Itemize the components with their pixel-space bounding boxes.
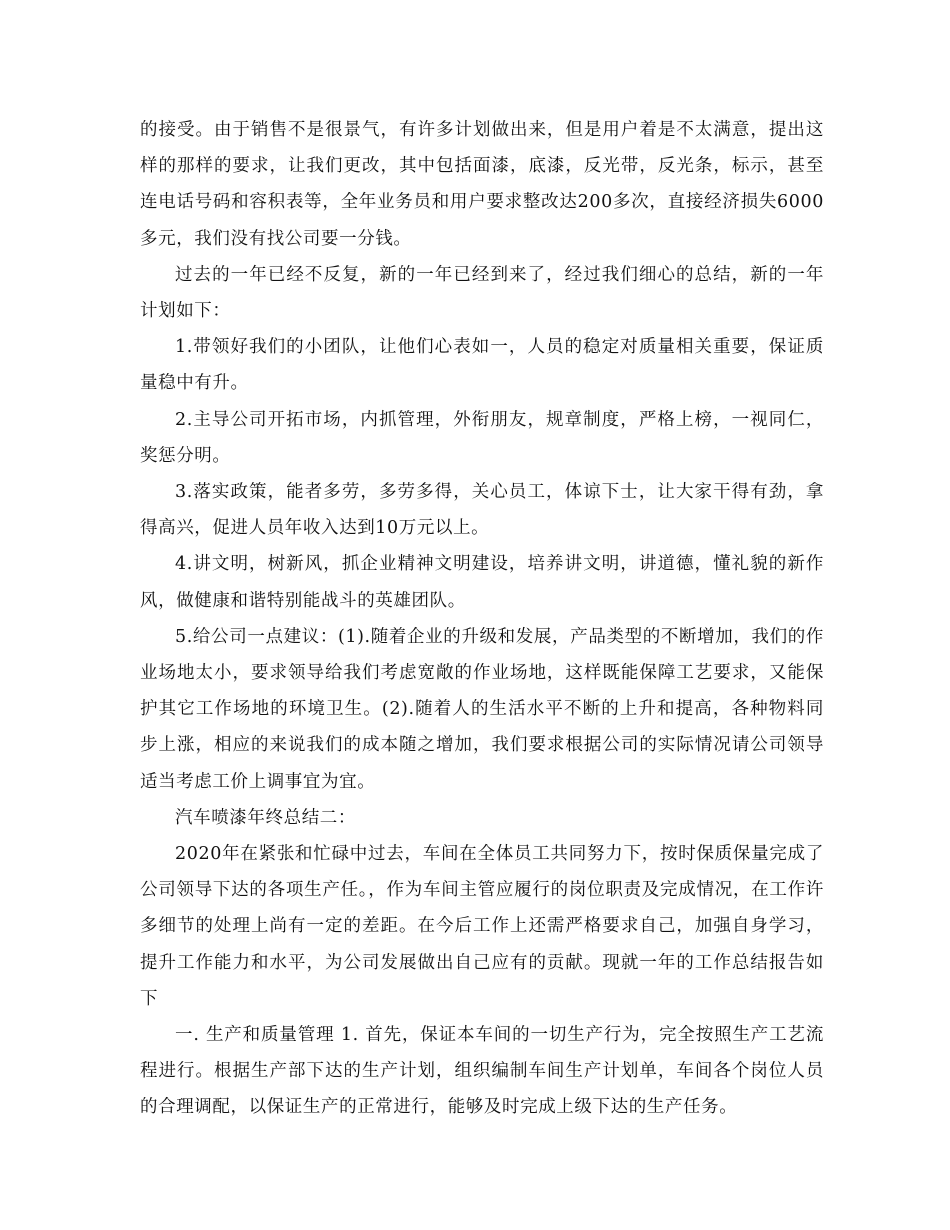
paragraph-5: 3.落实政策，能者多劳，多劳多得，关心员工，体谅下士，让大家干得有劲，拿得高兴，促进人员年收入达到10万元以上。	[140, 482, 824, 539]
paragraph-1: 的接受。由于销售不是很景气，有许多计划做出来，但是用户着是不太满意，提出这样的那样的要求，让我们更改，其中包括面漆，底漆，反光带，反光条，标示，甚至连电话号码和容积表等，全年业务员和用户要求整改达200多次，直接经济损失6000多元，我们没有找公司要一分钱。	[140, 120, 824, 249]
paragraph-3: 1.带领好我们的小团队，让他们心表如一，人员的稳定对质量相关重要，保证质量稳中有升。	[140, 337, 824, 394]
section-heading: 汽车喷漆年终总结二：	[175, 807, 356, 828]
document-body	[140, 112, 824, 1126]
paragraph-7: 5.给公司一点建议：(1).随着企业的升级和发展，产品类型的不断增加，我们的作业场地太小，要求领导给我们考虑宽敞的作业场地，这样既能保障工艺要求，又能保护其它工作场地的环境卫生。(2).随着人的生活水平不断的上升和提高，各种物料同步上涨，相应的来说我们的成本随之增加，我们要求根据公司的实际情况请公司领导适当考虑工价上调事宜为宜。	[140, 626, 824, 792]
paragraph-10: 一. 生产和质量管理 1. 首先，保证本车间的一切生产行为，完全按照生产工艺流程进行。根据生产部下达的生产计划，组织编制车间生产计划单，车间各个岗位人员的合理调配，以保证生产的正常进行，能够及时完成上级下达的生产任务。	[140, 1025, 824, 1118]
paragraph-2: 过去的一年已经不反复，新的一年已经到来了，经过我们细心的总结，新的一年计划如下：	[140, 264, 824, 322]
paragraph-4: 2.主导公司开拓市场，内抓管理，外衔朋友，规章制度，严格上榜，一视同仁，奖惩分明。	[140, 409, 824, 466]
paragraph-6: 4.讲文明，树新风，抓企业精神文明建设，培养讲文明，讲道德，懂礼貌的新作风，做健康和谐特别能战斗的英雄团队。	[140, 554, 824, 611]
paragraph-9: 2020年在紧张和忙碌中过去，车间在全体员工共同努力下，按时保质保量完成了公司领导下达的各项生产任。，作为车间主管应履行的岗位职责及完成情况，在工作许多细节的处理上尚有一定的差距。在今后工作上还需严格要求自己，加强自身学习，提升工作能力和水平，为公司发展做出自己应有的贡献。现就一年的工作总结报告如下	[140, 844, 824, 1009]
